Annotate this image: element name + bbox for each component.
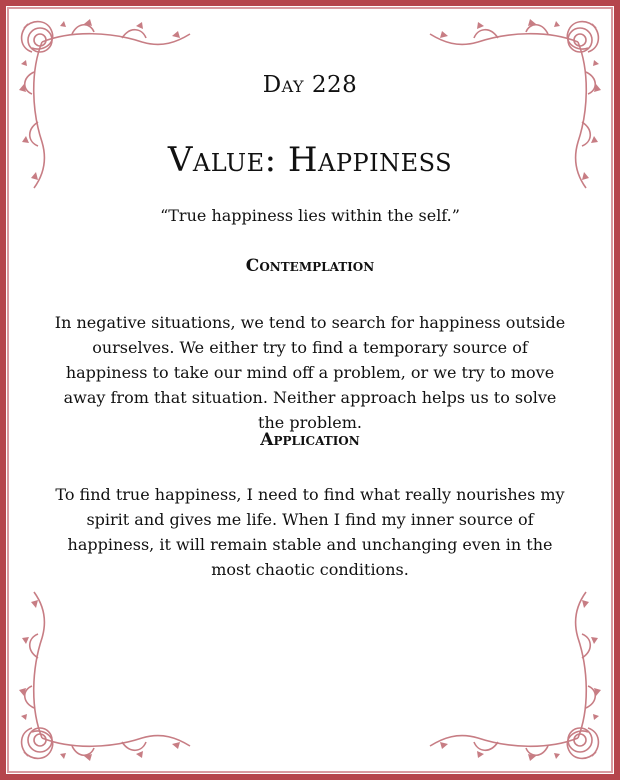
section-heading-application: Application [260,430,360,450]
section-body-application: To find true happiness, I need to find what really nourishes my spirit and gives me life. When I find my inner source of happiness, it will remain stable and unchanging even in the most chaotic conditions. [55,485,565,579]
page-title: Value: Happiness [167,140,453,180]
quote: “True happiness lies within the self.” [160,206,460,225]
day-label: Day 228 [262,72,358,98]
section-body-contemplation: In negative situations, we tend to search for happiness outside ourselves. We either try to find a temporary source of happiness to take our mind off a problem, or we try to move away from that situation. Neither approach helps us to solve the problem. [54,313,566,432]
corner-ornament-bottom-left [12,588,202,768]
corner-ornament-bottom-right [418,588,608,768]
section-heading-contemplation: Contemplation [245,256,375,276]
